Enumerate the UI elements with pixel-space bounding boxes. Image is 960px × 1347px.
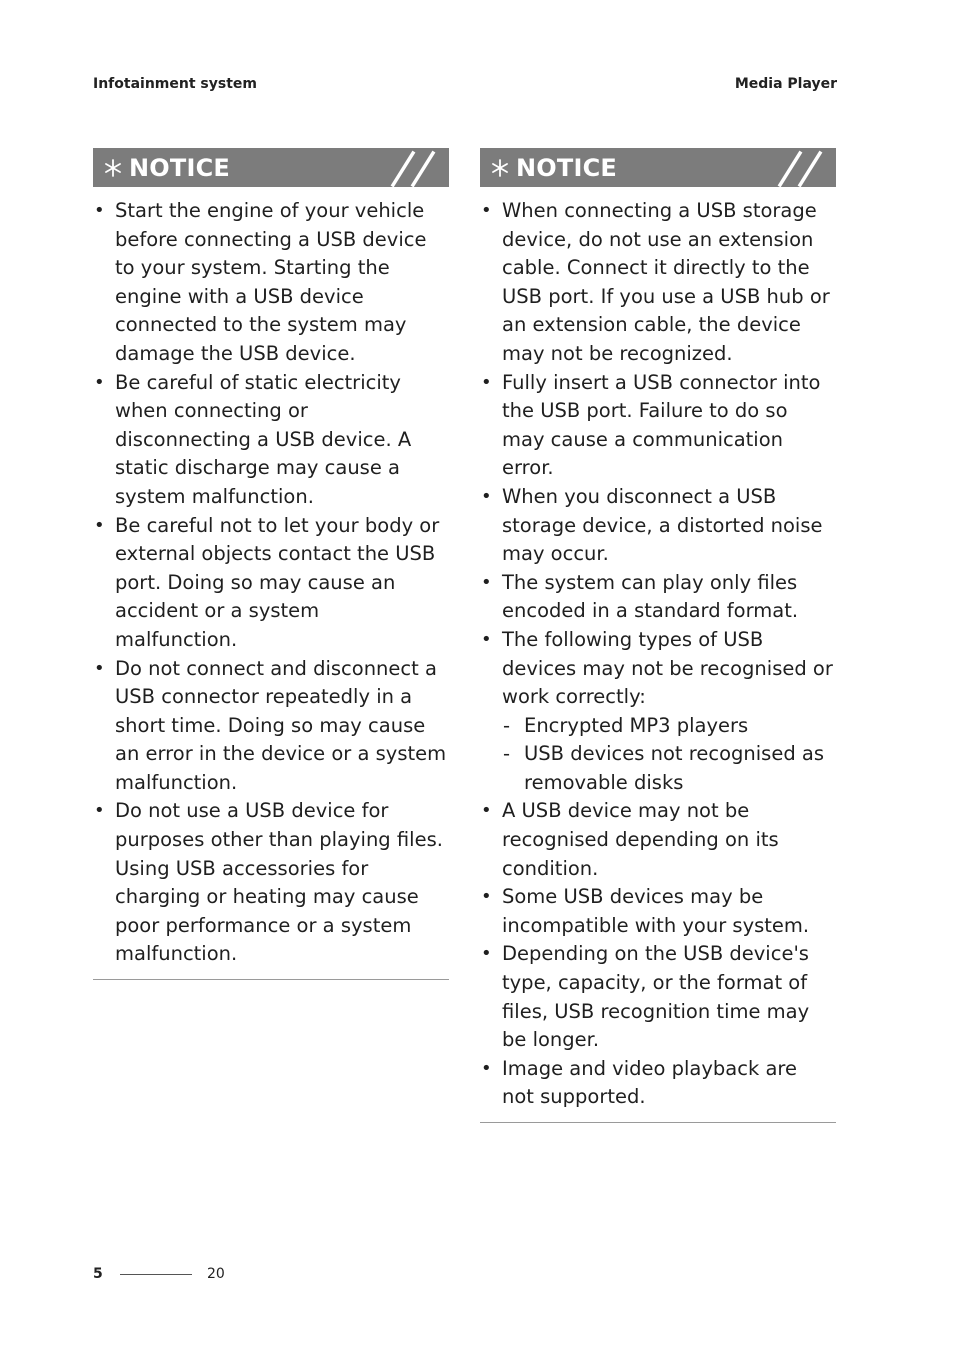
list-item: • Start the engine of your vehicle before connecting a USB device to your system. Starting the engine with a USB device connected to the system may damage the USB device. <box>94 199 427 365</box>
sub-list-item: - USB devices not recognised as removable disks <box>503 742 825 794</box>
list-item: • When connecting a USB storage device, do not use an extension cable. Connect it directly to the USB port. If you use a USB hub or an extension cable, the device may not be recognized. <box>481 199 830 365</box>
list-item: • Depending on the USB device's type, capacity, or the format of files, USB recognition time may be longer. <box>481 942 810 1052</box>
double-slash-icon <box>379 148 449 187</box>
list-item: • Do not use a USB device for purposes other than playing files. Using USB accessories for charging or heating may cause poor performance or a system malfunction. <box>94 799 443 966</box>
notice-list <box>480 197 836 1112</box>
bullet-icon: • <box>94 200 105 221</box>
bullet-icon: • <box>481 1057 492 1079</box>
list-item: • Fully insert a USB connector into the USB port. Failure to do so may cause a communication error. <box>481 370 821 480</box>
notice-box-left <box>93 148 449 980</box>
notice-header-bar <box>93 148 449 187</box>
footer-divider <box>120 1274 192 1275</box>
notice-bottom-rule <box>93 979 449 980</box>
notice-box-right <box>480 148 836 1123</box>
bullet-icon: • <box>481 943 492 965</box>
running-header-chapter: Media Player <box>734 76 837 92</box>
notice-title: NOTICE <box>129 153 230 182</box>
list-item: • Be careful of static electricity when connecting or disconnecting a USB device. A static discharge may cause a system malfunction. <box>94 370 412 508</box>
list-item: • Image and video playback are not supported. <box>481 1056 797 1109</box>
asterisk-icon <box>489 157 511 179</box>
bullet-icon: • <box>481 628 492 650</box>
bullet-icon: • <box>94 800 105 822</box>
notice-header-bar <box>480 148 836 187</box>
dash-icon: - <box>503 742 511 766</box>
double-slash-icon <box>766 148 836 187</box>
bullet-icon: • <box>481 371 492 393</box>
list-item: • Do not connect and disconnect a USB connector repeatedly in a short time. Doing so may cause an error in the device or a system malfunction. <box>94 656 447 794</box>
list-item: • The system can play only files encoded in a standard format. <box>481 570 799 623</box>
running-header-section: Infotainment system <box>93 76 257 92</box>
bullet-icon: • <box>94 657 105 679</box>
sub-list-item: - Encrypted MP3 players <box>502 712 834 741</box>
asterisk-icon <box>102 157 124 179</box>
notice-title: NOTICE <box>516 153 617 182</box>
bullet-icon: • <box>481 485 492 507</box>
list-item: • When you disconnect a USB storage device, a distorted noise may occur. <box>481 484 823 566</box>
bullet-icon: • <box>481 200 492 221</box>
notice-bottom-rule <box>480 1122 836 1123</box>
list-item: • Be careful not to let your body or external objects contact the USB port. Doing so may cause an accident or a system malfunction. <box>94 513 440 651</box>
bullet-icon: • <box>481 571 492 593</box>
chapter-number: 5 <box>93 1266 103 1282</box>
bullet-icon: • <box>481 886 492 908</box>
list-item: • A USB device may not be recognised depending on its condition. <box>481 799 779 880</box>
dash-icon: - <box>503 713 511 737</box>
bullet-icon: • <box>481 800 492 822</box>
bullet-icon: • <box>94 371 105 393</box>
list-item: • The following types of USB devices may not be recognised or work correctly: - Encrypted MP3 players - USB devices not recognised as removable disks <box>480 626 836 798</box>
page-number: 20 <box>207 1266 225 1282</box>
bullet-icon: • <box>94 514 105 536</box>
notice-list <box>93 197 449 969</box>
sub-list <box>502 712 834 798</box>
list-item: • Some USB devices may be incompatible with your system. <box>481 885 810 937</box>
